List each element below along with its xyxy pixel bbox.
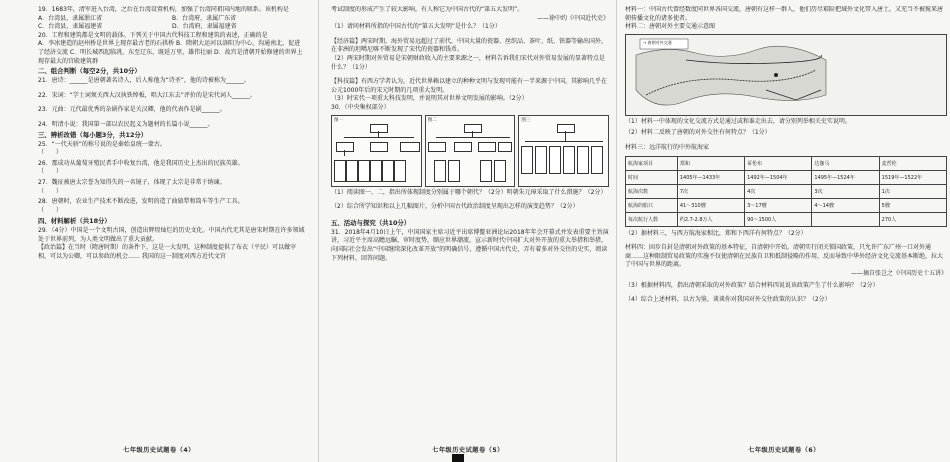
page-footer: 七年级历史试题卷（4） bbox=[123, 447, 195, 454]
science-material: 【科技篇】有西方学者认为，近代世界赖以建立的种种文明与发现可能有一半来源于中国，其影响几乎在公元1000年后的宋元时期的几项重大发明。 bbox=[331, 78, 608, 94]
ministry-box bbox=[563, 146, 575, 174]
page-footer: 七年级历史试题卷（6） bbox=[748, 447, 820, 454]
table-cell: 郑和 bbox=[677, 156, 744, 170]
option-b: B．台湾府，隶属广东省 bbox=[172, 14, 237, 22]
sub-question-2: （2）两宋时期对外贸易是宋朝财政收入的主要来源之一，材料告诉我们宋代对外贸易发展的显著特点是什么？（1分） bbox=[331, 54, 605, 71]
section-3-heading: 三、辨析改错（每小题3分，共12分） bbox=[38, 130, 148, 139]
material-4: 材料四：固步自封是清朝对外政策的基本特征，自清朝中开始，清朝实行闭关锁国政策，只允许广东广州一口对外通商……这种限制贸易政策的实施不仅使清朝在民族自卫和抵制侵略的作用，反而导致中华外经济文化交流基本断绝，拉大了中国与世界的距离。 bbox=[625, 244, 944, 269]
material-4-source: ——摘自张岂之《中国历史十五讲》 bbox=[850, 269, 947, 277]
ministry-box bbox=[591, 146, 603, 174]
sub-question-1: （1）材料一中体现的文化交流方式是通过或和谁走出去，请分别列举相关史实说明。 bbox=[625, 117, 851, 125]
question-20: 20．工程和建筑都是文明的载体。下列关于中国古代科技工程和建筑的表述，正确的是 bbox=[38, 31, 268, 39]
diagram-3 bbox=[518, 115, 609, 187]
table-cell: 航海家项目 bbox=[626, 156, 678, 170]
answer-paren-26: （ ） bbox=[38, 168, 63, 176]
section-5-heading: 五、活动与探究（共10分） bbox=[331, 218, 411, 227]
ministry-box bbox=[434, 160, 446, 182]
question-24: 24．明清小说：我国第一部以农民起义为题材的长篇小说______。 bbox=[38, 120, 214, 128]
office-box bbox=[478, 142, 496, 152]
table-cell: 41～310艘 bbox=[677, 198, 744, 212]
ministry-box bbox=[346, 160, 358, 182]
ministry-box bbox=[448, 160, 460, 182]
sub-question-5: （4）综合上述材料，以古为鉴，谈谈你对我国对外交往政策的认识？（2分） bbox=[625, 296, 831, 304]
table-cell: 90～1500人 bbox=[745, 212, 812, 226]
table-cell: 约2.7-2.8万人 bbox=[677, 212, 744, 226]
table-cell: 1519年—1522年 bbox=[879, 170, 946, 184]
table-cell: 航海次数 bbox=[626, 184, 678, 198]
ministry-box bbox=[480, 160, 492, 182]
option-d: D．台湾府，隶属福建省 bbox=[172, 23, 237, 31]
office-box bbox=[428, 142, 446, 152]
sub-question-4: （3）根据材料四，指出清朝采取的对外政策？结合材料四说说该政策产生了什么影响？（2分） bbox=[625, 281, 879, 289]
question-31: 31．2018年4月10日上午，中国国家主席习近平出席博鳌亚洲论坛2018年年会开幕式并发表重要主旨演讲，习近平主席高瞻远瞩，审时度势，顺应世界潮流，宣示新时代中国扩大对外开放的重大举措和举措，向国际社会发出“中国继续深化改革开放”的明确信号，遵循中国古代史，弄有着多对外交往的史实，阅读下列材料，回答问题。 bbox=[331, 228, 609, 262]
material-continued: 考试制度的形成产生了较大影响，有人称它为中国古代的“第五大发明”。 bbox=[331, 6, 524, 13]
emperor-box bbox=[370, 124, 388, 133]
office-box bbox=[336, 142, 354, 152]
sub-question-3: （2）据材料三，与西方航海家相比，郑和下西洋有何特点？（2分） bbox=[625, 229, 807, 237]
material-3-title: 材料三：远洋航行的中外航海家 bbox=[625, 143, 710, 151]
ministry-box bbox=[334, 160, 346, 182]
ministry-box bbox=[577, 146, 589, 174]
government-structure-diagrams bbox=[331, 115, 609, 187]
answer-paren-27: （ ） bbox=[38, 187, 63, 195]
office-box bbox=[454, 142, 472, 152]
exam-page-6 bbox=[616, 0, 950, 462]
question-30-part-2: （2）综合所学知识和以上几幅图片，分析中国古代政治制度呈现出怎样的演变趋势？（2分） bbox=[331, 203, 579, 211]
option-a: A．台湾县，隶属浙江省 bbox=[38, 14, 103, 22]
table-cell: 1492年—1504年 bbox=[745, 170, 812, 184]
answer-paren-28: （ ） bbox=[38, 206, 63, 214]
table-row bbox=[626, 156, 947, 170]
answer-paren-25: （ ） bbox=[38, 149, 63, 157]
table-cell: 270人 bbox=[879, 212, 946, 226]
question-19-options bbox=[38, 15, 306, 32]
diagram-1-title: 图一 bbox=[334, 117, 343, 123]
question-19: 19．1683年，清军进入台湾，之后在台湾设置机构，加强了台湾同祖国内地的联系。该机构是 bbox=[38, 6, 289, 13]
sub-question-2: （2）材料二反映了唐朝的对外交往有何特点？（1分） bbox=[625, 129, 771, 137]
ministry-box bbox=[549, 146, 561, 174]
ministry-box bbox=[382, 160, 394, 182]
binding-mark bbox=[452, 454, 464, 462]
exam-page-5 bbox=[318, 0, 617, 462]
question-29: 29．（4分）中国是一个文明古国，创造出辉煌灿烂的历史文化。中国古代无其是唐宋时期在许多领域处于世界前列，为人类文明做出了重大贡献。 bbox=[38, 227, 305, 243]
question-23: 23．元曲：元代最优秀的杂剧作家是关汉卿，他的代表作是剧______。 bbox=[38, 106, 226, 114]
table-cell: 5艘 bbox=[879, 198, 946, 212]
office-box bbox=[400, 142, 420, 152]
table-cell: 3次 bbox=[812, 184, 879, 198]
table-cell: 1次 bbox=[879, 184, 946, 198]
question-28: 28．唐朝时，农业生产技术不断改进，发明的造了曲辕犁和筒车等生产工具。 bbox=[38, 198, 244, 206]
table-cell: 4～14艘 bbox=[812, 198, 879, 212]
question-26: 26．那成功从葡萄牙殖民者手中收复台湾，他是我国历史上杰出的民族英雄。 bbox=[38, 159, 244, 167]
ministry-box bbox=[370, 160, 382, 182]
table-cell bbox=[812, 212, 879, 226]
table-cell: 7次 bbox=[677, 184, 744, 198]
question-30: 30．（中央集权部分） bbox=[331, 103, 390, 111]
office-box bbox=[498, 142, 512, 152]
office-box bbox=[370, 142, 388, 152]
table-cell: 4次 bbox=[745, 184, 812, 198]
table-cell: 哥伦布 bbox=[745, 156, 812, 170]
map-graphic bbox=[626, 35, 836, 115]
page-footer: 七年级历史试题卷（5） bbox=[432, 447, 504, 454]
question-22: 22．宋词：“学士词须关西大汉执铁绰板，唱大江东去”评价的是宋代词人______。 bbox=[38, 91, 256, 99]
material-source: ——徐中约《中国近代史》 bbox=[536, 14, 609, 22]
table-cell: 每次航行人数 bbox=[626, 212, 678, 226]
question-25: 25．“一代天骄”的称号说的是秦始皇统一蒙古。 bbox=[38, 140, 166, 148]
ministry-box bbox=[521, 146, 533, 174]
question-30-part-1: （1）阅读图一、二，指出所体现制度分别属于哪个朝代？（2分）明朝朱元璋采取了什么措施？（2分） bbox=[331, 188, 607, 196]
question-21: 21．唐诗：______是唐朝著名诗人，后人称他为“诗圣”，他的诗被称为______。 bbox=[38, 77, 250, 85]
ministry-box bbox=[358, 160, 370, 182]
question-27: 27．魏征被唐太宗誉为知得失的一名镜子，体现了太宗是非常于纳谏。 bbox=[38, 178, 226, 186]
exam-page-4 bbox=[0, 0, 318, 462]
table-row bbox=[626, 184, 947, 198]
sub-question-3: （3）时宋代一项重大科技发明，并说明其对世界文明发展的影响。（2分） bbox=[331, 95, 528, 103]
table-row bbox=[626, 198, 947, 212]
ministry-box bbox=[394, 160, 406, 182]
table-cell: 1495年—1524年 bbox=[812, 170, 879, 184]
diagram-2 bbox=[425, 115, 516, 187]
table-cell: 麦哲伦 bbox=[879, 156, 946, 170]
table-row bbox=[626, 212, 947, 226]
tang-trade-routes-map bbox=[625, 34, 947, 116]
emperor-box bbox=[464, 124, 482, 133]
page-4-content bbox=[38, 6, 306, 434]
diagram-3-title: 图三 bbox=[521, 117, 531, 123]
table-cell: 3～17艘 bbox=[745, 198, 812, 212]
sub-question-1: （1）请问材料所指的中国古代的“第五大发明”是什么？（1分） bbox=[331, 23, 501, 31]
section-4-heading: 四、材料解析（共18分） bbox=[38, 217, 111, 226]
page-6-content bbox=[625, 6, 947, 434]
ministry-box bbox=[535, 146, 547, 174]
material-1: 材料一：中国古代曾经数度同世界各国交流，唐朝有这样一群人，他们历尽艰险把域外文化带入唐土，又充当不被搅来唐朝传播文化的诸多使者。 bbox=[625, 6, 944, 22]
table-cell: 航海的船只 bbox=[626, 198, 678, 212]
material-2-title: 材料二：唐朝对外主要交通示意图 bbox=[625, 23, 716, 31]
table-row bbox=[626, 170, 947, 184]
section-2-heading: 二、组合判断（每空2分，共10分） bbox=[38, 67, 141, 76]
economy-material: 【经济篇】两宋时期，海外贸易远超过了前代，中国大量的瓷器、丝织品、茶叶、纸、铁器等输出国外，在非洲的坦噶尼喀不断发现了宋代的瓷器和钱币。 bbox=[331, 37, 608, 54]
diagram-2-title: 图二 bbox=[427, 117, 437, 123]
table-cell: 时间 bbox=[626, 170, 678, 184]
ministry-box bbox=[494, 160, 506, 182]
question-29-material: 【政治篇】在当时（隋唐时期）的条件下，这是一大发明，这种制度提供了布衣（平民）可以做宰相，可以为公卿，可以参政的机会…… 我国的这一制度对西方近代文官 bbox=[38, 244, 297, 261]
table-cell: 达伽马 bbox=[812, 156, 879, 170]
navigators-table bbox=[625, 156, 947, 227]
question-20-options: A．李冰建造的赵州桥是世界上现存最古老的石拱桥 B．隋朝大运河以洛阳为中心，沟通南北，促进了经济交流 C．明长城西起临洮，东至辽东，既延万里，雄伟壮丽 D．故宫是清朝开始修建的世界上现存最大的宫殿建筑群 bbox=[38, 40, 303, 65]
map-legend: → 唐朝对外交通 bbox=[643, 39, 672, 45]
option-c: C．台湾县，隶属福建省 bbox=[38, 23, 103, 31]
diagram-1 bbox=[331, 115, 422, 187]
table-cell: 1405年—1433年 bbox=[677, 170, 744, 184]
emperor-box bbox=[557, 124, 575, 133]
page-5-content bbox=[331, 6, 609, 434]
